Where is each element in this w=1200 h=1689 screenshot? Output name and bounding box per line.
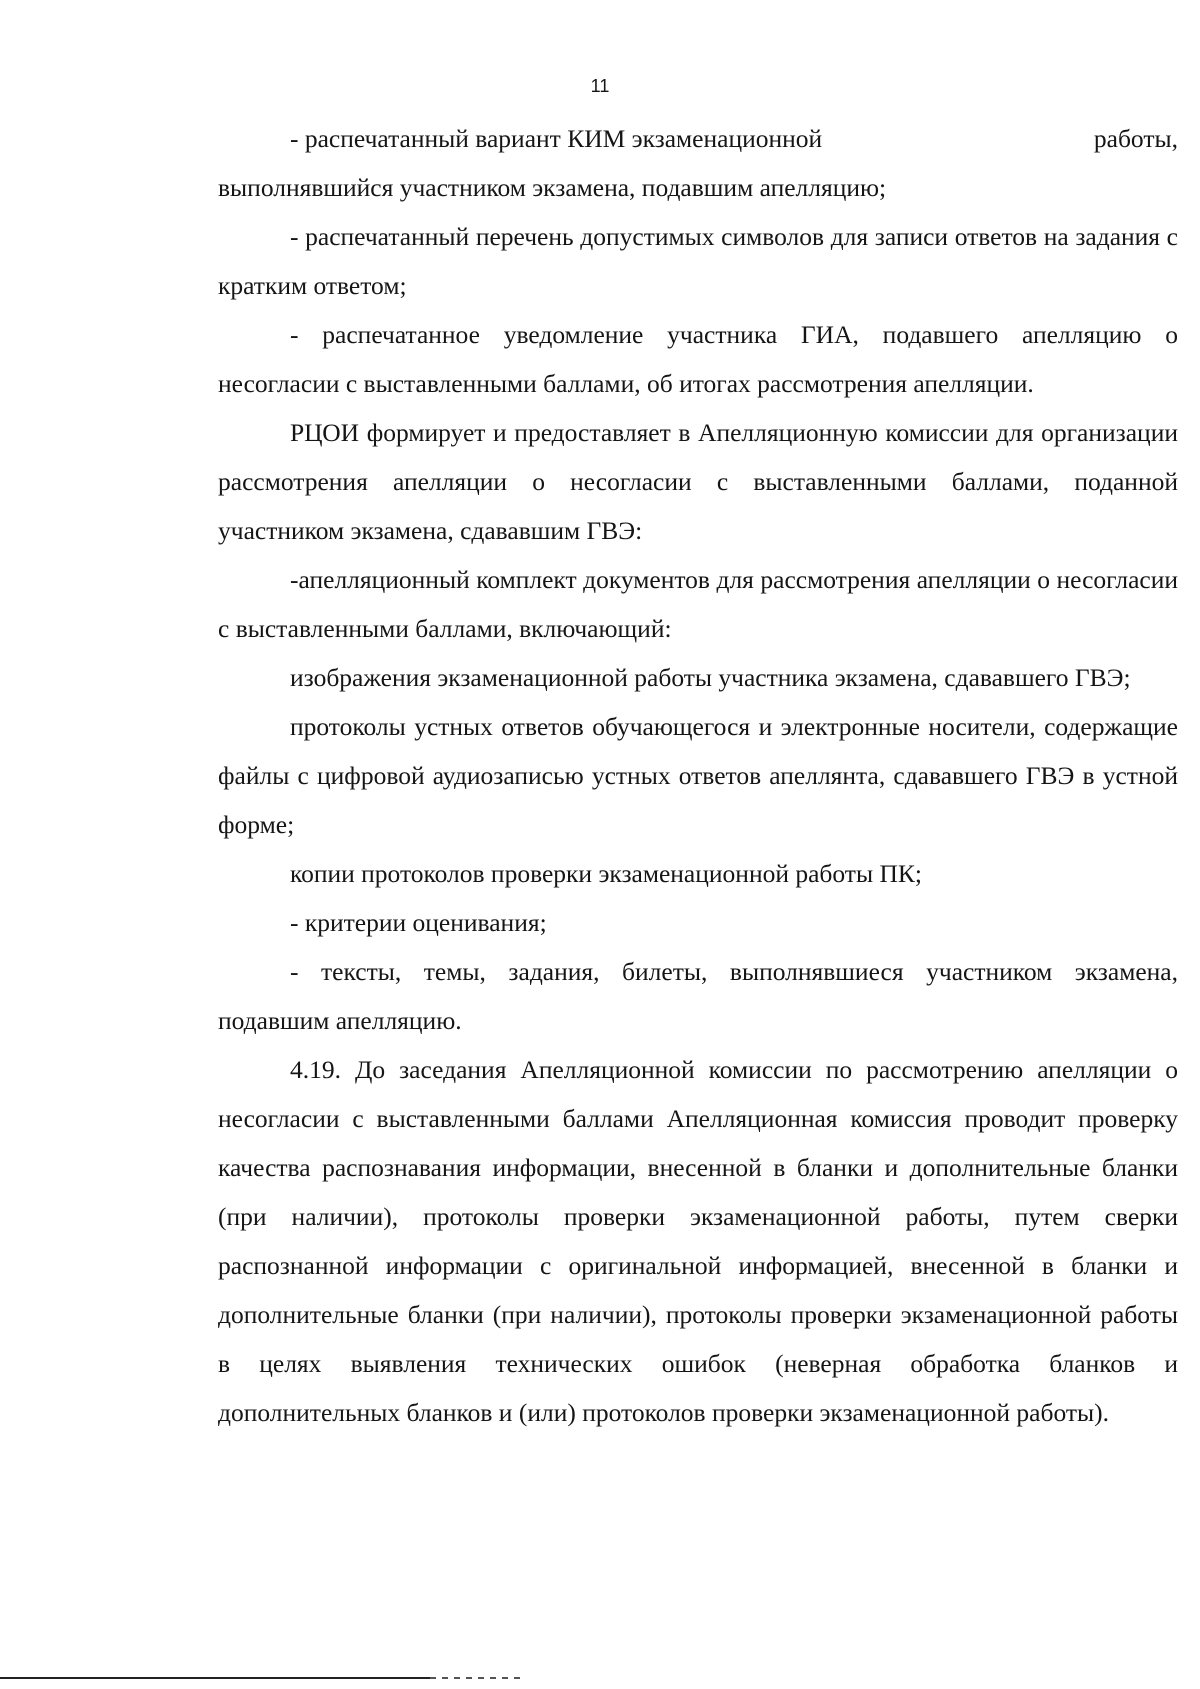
paragraph-kim-variant bbox=[218, 114, 1178, 212]
paragraph-oral-protocols: протоколы устных ответов обучающегося и электронные носители, содержащие файлы с цифровой аудиозаписью устных ответов апеллянта, сдававшего ГВЭ в устной форме; bbox=[218, 712, 1178, 839]
bottom-rule-dots bbox=[430, 1677, 520, 1679]
paragraph-kim-line1 bbox=[218, 114, 1178, 163]
paragraph-work-images: изображения экзаменационной работы участника экзамена, сдававшего ГВЭ; bbox=[290, 663, 1131, 692]
paragraph-protocol-copies: копии протоколов проверки экзаменационной работы ПК; bbox=[290, 859, 922, 888]
bottom-rule bbox=[0, 1677, 430, 1679]
paragraph-kim-line1-right: работы, bbox=[1093, 124, 1178, 153]
page-number: 11 bbox=[590, 76, 610, 96]
paragraph-criteria: - критерии оценивания; bbox=[290, 908, 547, 937]
paragraph-kim-line1-left: - распечатанный вариант КИМ экзаменационной bbox=[290, 124, 823, 153]
paragraph-4-19: 4.19. До заседания Апелляционной комиссии по рассмотрению апелляции о несогласии с выставленными баллами Апелляционная комиссия проводит проверку качества распознавания информации, внесенной в бланки и дополнительные бланки (при наличии), протоколы проверки экзаменационной работы, путем сверки распознанной информации с оригинальной информацией, внесенной в бланки и дополнительные бланки (при наличии), протоколы проверки экзаменационной работы в целях выявления технических ошибок (неверная обработка бланков и дополнительных бланков и (или) протоколов проверки экзаменационной работы). bbox=[218, 1055, 1178, 1427]
paragraph-symbols-list: - распечатанный перечень допустимых символов для записи ответов на задания с кратким ответом; bbox=[218, 222, 1178, 300]
paragraph-texts-topics: - тексты, темы, задания, билеты, выполнявшиеся участником экзамена, подавшим апелляцию. bbox=[218, 957, 1178, 1035]
paragraph-appeal-kit: -апелляционный комплект документов для рассмотрения апелляции о несогласии с выставленными баллами, включающий: bbox=[218, 565, 1178, 643]
paragraph-kim-line2: выполнявшийся участником экзамена, подавшим апелляцию; bbox=[218, 173, 887, 202]
paragraph-notification: - распечатанное уведомление участника ГИА, подавшего апелляцию о несогласии с выставленными баллами, об итогах рассмотрения апелляции. bbox=[218, 320, 1178, 398]
paragraph-rcoi: РЦОИ формирует и предоставляет в Апелляционную комиссии для организации рассмотрения апелляции о несогласии с выставленными баллами, поданной участником экзамена, сдававшим ГВЭ: bbox=[218, 418, 1178, 545]
document-body bbox=[218, 114, 1178, 1437]
